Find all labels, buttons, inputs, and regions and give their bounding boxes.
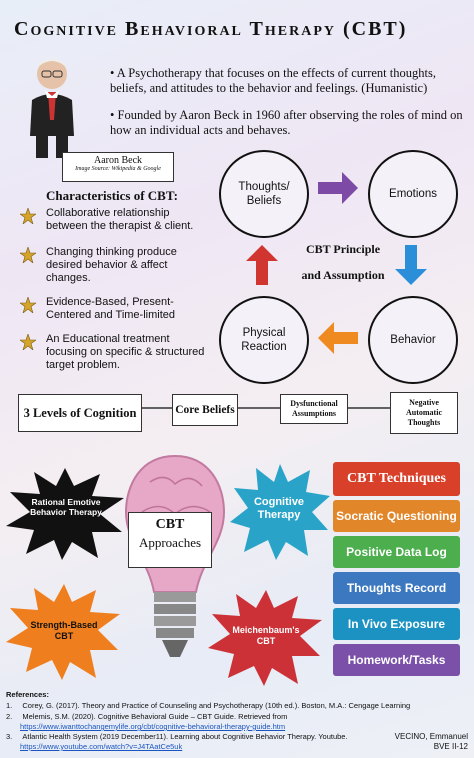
intro-bullet-1: • A Psychotherapy that focuses on the effects of current thoughts, beliefs, and attitudes to the behavior and feelings. (Humanistic) bbox=[110, 66, 436, 95]
reference-text: Atlantic Health System (2019 December11). Learning about Cognitive Behavior Therapy. Youtube. bbox=[22, 732, 348, 741]
references-heading: References: bbox=[6, 690, 49, 699]
level-core-beliefs: Core Beliefs bbox=[172, 394, 238, 426]
author-name: VECINO, Emmanuel bbox=[394, 732, 468, 741]
portrait-source: Image Source: Wikipedia & Google bbox=[75, 166, 161, 172]
principle-line-2: and Assumption bbox=[301, 268, 385, 282]
technique-item: Socratic Questioning bbox=[333, 500, 460, 532]
reference-text: Corey, G. (2017). Theory and Practice of Counseling and Psychotherapy (10th ed.). Boston, M.A.: Cengage Learning bbox=[22, 701, 411, 710]
arrow-left-icon bbox=[318, 322, 358, 354]
portrait-caption bbox=[62, 152, 174, 182]
author-block bbox=[384, 732, 468, 752]
star-icon bbox=[20, 208, 36, 224]
intro-bullet-2: • Founded by Aaron Beck in 1960 after observing the roles of mind on how an individual acts and behaves. bbox=[110, 108, 463, 137]
reference-2 bbox=[6, 712, 466, 721]
star-icon bbox=[20, 247, 36, 263]
arrow-right-icon bbox=[318, 172, 358, 204]
star-icon bbox=[20, 297, 36, 313]
star-icon bbox=[20, 334, 36, 350]
approach-strength-based: Strength-Based CBT bbox=[30, 620, 98, 641]
characteristic-item: Collaborative relationship between the therapist & client. bbox=[46, 207, 194, 232]
technique-item: Positive Data Log bbox=[333, 536, 460, 568]
approaches-subtitle: Approaches bbox=[138, 535, 202, 550]
technique-item: In Vivo Exposure bbox=[333, 608, 460, 640]
cycle-thoughts: Thoughts/ Beliefs bbox=[219, 150, 309, 238]
reference-2-link[interactable]: https://www.iwanttochangemylife.org/cbt/cognitive-behavioral-therapy-guide.htm bbox=[20, 722, 286, 731]
characteristic-item: Evidence-Based, Present-Centered and Time-limited bbox=[46, 296, 176, 321]
cycle-physical-reaction: Physical Reaction bbox=[219, 296, 309, 384]
principle-line-1: CBT Principle bbox=[305, 242, 381, 256]
techniques-title: CBT Techniques bbox=[333, 462, 460, 496]
aaron-beck-portrait bbox=[22, 50, 82, 160]
reference-2-link-wrap bbox=[20, 722, 285, 731]
cycle-emotions: Emotions bbox=[368, 150, 458, 238]
approaches-box bbox=[128, 512, 212, 568]
reference-3-link[interactable]: https://www.youtube.com/watch?v=J4TAatCe5uk bbox=[20, 742, 183, 751]
approaches-title: CBT bbox=[155, 517, 185, 532]
reference-number: 3. bbox=[6, 732, 13, 741]
level-dysfunctional-assumptions: Dysfunctional Assumptions bbox=[280, 394, 348, 424]
page-title: Cognitive Behavioral Therapy (CBT) bbox=[14, 18, 408, 40]
characteristic-item: An Educational treatment focusing on specific & structured target problem. bbox=[46, 333, 205, 371]
cbt-principle bbox=[293, 236, 393, 288]
approach-meichenbaum: Meichenbaum's CBT bbox=[232, 625, 300, 646]
reference-text: Melemis, S.M. (2020). Cognitive Behavioral Guide – CBT Guide. Retrieved from bbox=[22, 712, 288, 721]
technique-item: Thoughts Record bbox=[333, 572, 460, 604]
technique-item: Homework/Tasks bbox=[333, 644, 460, 676]
reference-3 bbox=[6, 732, 386, 741]
reference-number: 2. bbox=[6, 712, 13, 721]
portrait-name: Aaron Beck bbox=[93, 155, 143, 166]
levels-title: 3 Levels of Cognition bbox=[18, 394, 142, 432]
approach-cognitive-therapy: Cognitive Therapy bbox=[253, 496, 305, 521]
cycle-behavior: Behavior bbox=[368, 296, 458, 384]
arrow-down-icon bbox=[395, 245, 427, 285]
level-negative-automatic-thoughts: Negative Automatic Thoughts bbox=[390, 392, 458, 434]
characteristics-title: Characteristics of CBT: bbox=[46, 188, 178, 203]
characteristic-item: Changing thinking produce desired behavior & affect changes. bbox=[46, 246, 177, 284]
approach-rebt: Rational Emotive Behavior Therapy bbox=[30, 497, 102, 517]
arrow-up-icon bbox=[246, 245, 278, 285]
reference-3-link-wrap bbox=[20, 742, 182, 751]
reference-1 bbox=[6, 701, 466, 710]
reference-number: 1. bbox=[6, 701, 13, 710]
author-section: BVE II-12 bbox=[433, 742, 468, 751]
